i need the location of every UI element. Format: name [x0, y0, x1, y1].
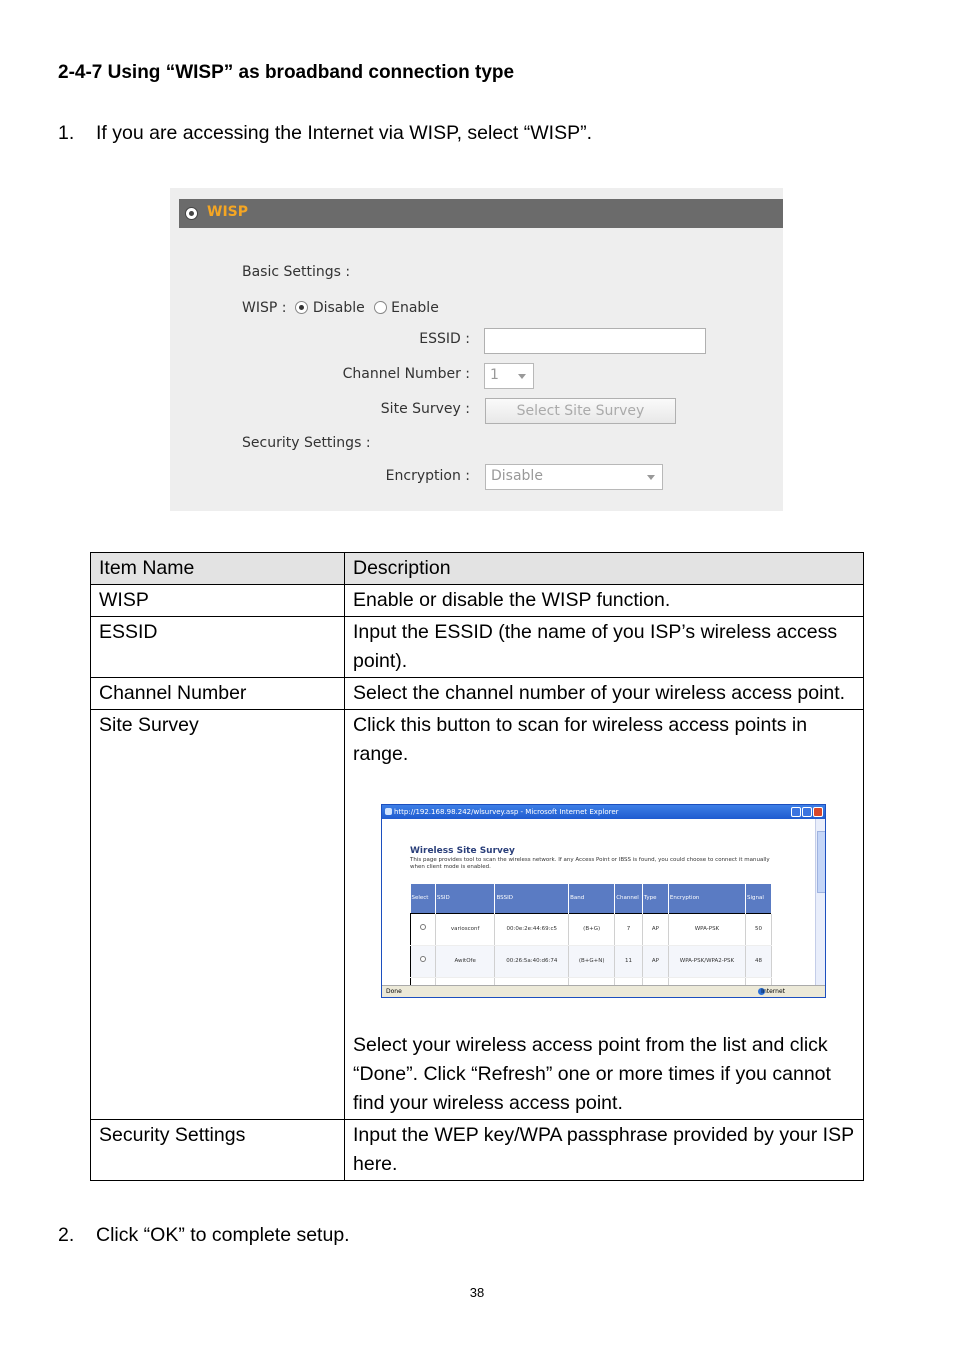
section-heading: 2-4-7 Using “WISP” as broadband connection type: [58, 62, 515, 83]
table-row: [91, 617, 864, 678]
table-row: [91, 678, 864, 710]
panel-title: WISP: [207, 204, 248, 220]
site-survey-window-screenshot: [381, 804, 826, 998]
radio-icon[interactable]: [420, 924, 426, 930]
security-settings-label: Security Settings :: [242, 435, 371, 451]
channel-number-select[interactable]: [484, 363, 534, 389]
item-description: Select the channel number of your wireless access point.: [345, 678, 864, 710]
table-header-row: [91, 553, 864, 585]
wisp-enable-label: Enable: [391, 300, 439, 316]
step-2: [58, 1224, 350, 1247]
col-encryption: Encryption: [668, 884, 745, 914]
header-item-name: Item Name: [91, 553, 345, 585]
col-bssid: BSSID: [495, 884, 569, 914]
step-1: [58, 122, 592, 145]
basic-settings-label: Basic Settings :: [242, 264, 351, 280]
survey-row: [411, 914, 772, 946]
browser-icon: [385, 808, 392, 815]
window-title: http://192.168.98.242/wlsurvey.asp - Microsoft Internet Explorer: [394, 808, 619, 816]
channel-number-value: 1: [490, 367, 499, 383]
wisp-disable-radio[interactable]: [295, 301, 308, 314]
radio-selected-icon[interactable]: [185, 207, 198, 220]
survey-bssid: 00:0e:2e:44:69:c5: [495, 914, 569, 946]
encryption-label: Encryption :: [385, 468, 470, 484]
item-name: Channel Number: [91, 678, 345, 710]
minimize-icon[interactable]: [791, 807, 801, 817]
col-ssid: SSID: [435, 884, 495, 914]
table-row: [91, 710, 864, 1120]
item-description: Input the ESSID (the name of you ISP’s wireless access point).: [345, 617, 864, 678]
item-name: ESSID: [91, 617, 345, 678]
encryption-select[interactable]: [485, 464, 663, 490]
survey-row: [411, 946, 772, 978]
survey-description: This page provides tool to scan the wireless network. If any Access Point or IBSS is found, you could choose to connect it manually when client mode is enabled.: [410, 857, 770, 870]
window-content: [382, 819, 815, 985]
survey-select-radio[interactable]: [411, 914, 436, 946]
chevron-down-icon: [518, 374, 526, 379]
status-left: Done: [386, 988, 402, 995]
col-band: Band: [569, 884, 615, 914]
col-channel: Channel: [615, 884, 643, 914]
essid-input[interactable]: [484, 328, 706, 354]
wisp-enable-radio[interactable]: [374, 301, 387, 314]
survey-type: AP: [642, 946, 668, 978]
essid-label: ESSID :: [419, 331, 470, 347]
panel-header: [179, 199, 783, 228]
survey-encryption: WPA-PSK/WPA2-PSK: [668, 946, 745, 978]
item-description-table: [90, 552, 864, 1181]
window-statusbar: [382, 985, 825, 997]
survey-results-table: [410, 884, 772, 998]
col-signal: Signal: [746, 884, 772, 914]
item-name: Security Settings: [91, 1120, 345, 1181]
survey-encryption: WPA-PSK: [668, 914, 745, 946]
item-description: Enable or disable the WISP function.: [345, 585, 864, 617]
item-description: Click this button to scan for wireless access points in range.: [353, 714, 808, 765]
survey-band: (B+G+N): [569, 946, 615, 978]
col-type: Type: [642, 884, 668, 914]
wisp-settings-panel: [170, 188, 783, 511]
select-site-survey-button[interactable]: Select Site Survey: [485, 398, 676, 424]
site-survey-label: Site Survey :: [380, 401, 470, 417]
survey-band: (B+G): [569, 914, 615, 946]
radio-icon[interactable]: [420, 956, 426, 962]
survey-heading: Wireless Site Survey: [410, 846, 515, 856]
step-number: 2.: [58, 1224, 75, 1246]
survey-channel: 11: [615, 946, 643, 978]
survey-select-radio[interactable]: [411, 946, 436, 978]
item-description: Input the WEP key/WPA passphrase provided by your ISP here.: [345, 1120, 864, 1181]
survey-ssid: AwitOfe: [435, 946, 495, 978]
col-select: Select: [411, 884, 436, 914]
header-description: Description: [345, 553, 864, 585]
survey-signal: 48: [746, 946, 772, 978]
status-right: Internet: [761, 988, 785, 995]
item-name: Site Survey: [91, 710, 345, 1120]
step-text: Click “OK” to complete setup.: [96, 1224, 350, 1246]
item-name: WISP: [91, 585, 345, 617]
table-row: [91, 585, 864, 617]
step-number: 1.: [58, 122, 75, 144]
encryption-value: Disable: [491, 468, 543, 484]
wisp-disable-label: Disable: [312, 300, 365, 316]
survey-bssid: 00:26:5a:40:d6:74: [495, 946, 569, 978]
window-titlebar: [382, 805, 825, 819]
survey-signal: 50: [746, 914, 772, 946]
survey-channel: 7: [615, 914, 643, 946]
survey-ssid: variosconf: [435, 914, 495, 946]
item-description-continued: Select your wireless access point from the list and click “Done”. Click “Refresh” one or more times if you cannot find your wireless access point.: [353, 1034, 831, 1114]
close-icon[interactable]: [813, 807, 823, 817]
survey-header-row: [411, 884, 772, 914]
wisp-toggle-row: [242, 300, 439, 316]
step-text: If you are accessing the Internet via WISP, select “WISP”.: [96, 122, 593, 144]
chevron-down-icon: [647, 475, 655, 480]
window-scrollbar[interactable]: [815, 819, 825, 985]
channel-number-label: Channel Number :: [342, 366, 470, 382]
page-number: 38: [469, 1285, 485, 1300]
table-row: [91, 1120, 864, 1181]
maximize-icon[interactable]: [802, 807, 812, 817]
survey-type: AP: [642, 914, 668, 946]
item-description-cell: [345, 710, 864, 1120]
wisp-label: WISP :: [242, 300, 287, 316]
